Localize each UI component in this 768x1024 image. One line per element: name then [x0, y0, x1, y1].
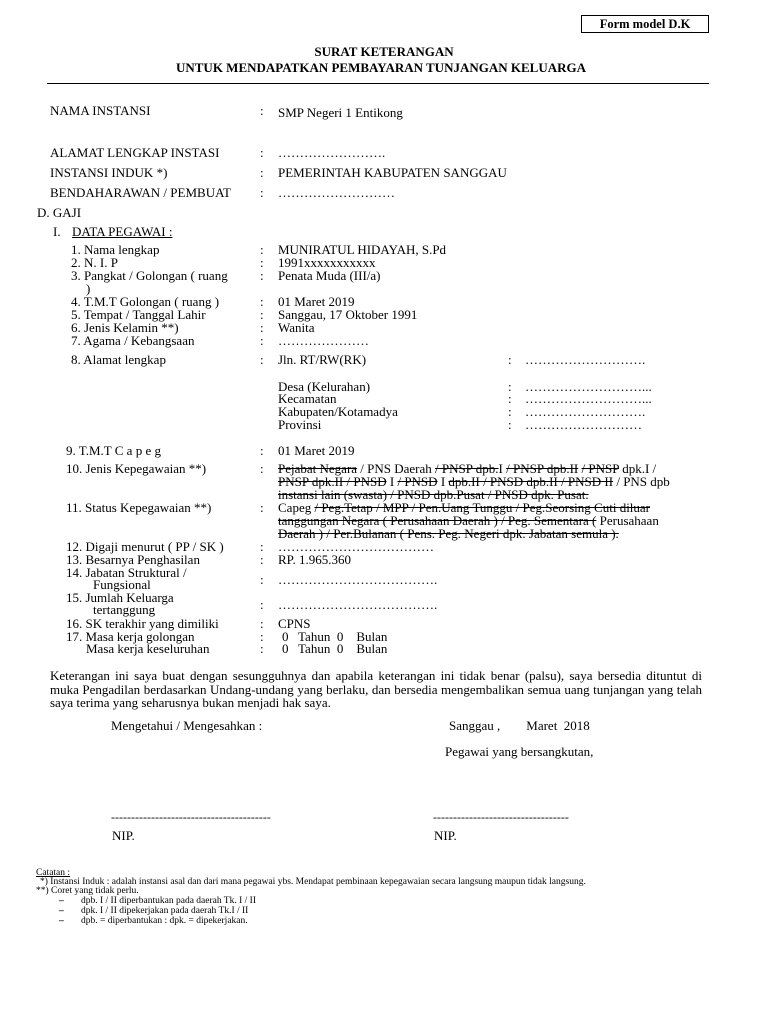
- jenis-kepegawaian-label: 10. Jenis Kepegawaian **): [66, 461, 207, 476]
- bendaharawan-label: BENDAHARAWAN / PEMBUAT: [50, 185, 231, 200]
- desa-label: Desa (Kelurahan): [278, 379, 371, 394]
- alamat-instansi-value: …………………….: [278, 145, 386, 160]
- tmt-golongan-label: 4. T.M.T Golongan ( ruang ): [71, 294, 220, 309]
- place-date: Sanggau , Maret 2018: [449, 718, 590, 733]
- tmt-golongan-value: 01 Maret 2019: [278, 294, 355, 309]
- desa-value: ………………………...: [525, 379, 652, 394]
- jabatan-label: 14. Jabatan Struktural /: [66, 565, 187, 580]
- colon: :: [260, 500, 264, 515]
- tmt-capeg-label: 9. T.M.T C a p e g: [66, 443, 161, 458]
- colon: :: [260, 352, 264, 367]
- kecamatan-label: Kecamatan: [278, 391, 337, 406]
- mengetahui-heading: Mengetahui / Mengesahkan :: [111, 718, 263, 733]
- colon: :: [260, 629, 264, 644]
- colon: :: [260, 443, 264, 458]
- tmt-capeg-value: 01 Maret 2019: [278, 443, 355, 458]
- bullet-dash: –: [59, 916, 64, 926]
- signature-line-left: ----------------------------------------: [111, 810, 271, 824]
- bullet-dash: –: [59, 896, 64, 906]
- colon: :: [508, 391, 512, 406]
- digaji-label: 12. Digaji menurut ( PP / SK ): [66, 539, 224, 554]
- agama-value: …………………: [278, 333, 369, 348]
- nama-label: 1. Nama lengkap: [71, 242, 160, 257]
- title-rule: [47, 83, 709, 84]
- colon: :: [260, 165, 264, 180]
- penghasilan-label: 13. Besarnya Penghasilan: [66, 552, 200, 567]
- colon: :: [260, 461, 264, 476]
- kabupaten-value: ……………………….: [525, 404, 646, 419]
- nama-instansi-value: SMP Negeri 1 Entikong: [278, 105, 403, 120]
- note-bullet-2: dpk. I / II dipekerjakan pada daerah Tk.I / II: [81, 906, 249, 916]
- form-model-label: Form model D.K: [581, 15, 709, 33]
- colon: :: [260, 597, 264, 612]
- jenis-kepegawaian-line-1: Pejabat Negara / PNS Daerah / PNSP dpb.I / PNSP dpb.II / PNSP dpk.I /: [278, 461, 657, 476]
- colon: :: [508, 379, 512, 394]
- pangkat-value: Penata Muda (III/a): [278, 268, 381, 283]
- colon: :: [260, 185, 264, 200]
- penghasilan-value: RP. 1.965.360: [278, 552, 351, 567]
- colon: :: [260, 103, 264, 118]
- bendaharawan-label-2: D. GAJI: [37, 205, 82, 220]
- colon: :: [260, 242, 264, 257]
- alamat-rt-value: ……………………….: [525, 352, 646, 367]
- masa-golongan-value: 0 Tahun 0 Bulan: [282, 629, 388, 644]
- jabatan-label-2: Fungsional: [93, 577, 151, 592]
- colon: :: [260, 294, 264, 309]
- colon: :: [260, 539, 264, 554]
- agama-label: 7. Agama / Kebangsaan: [71, 333, 195, 348]
- masa-golongan-label: 17. Masa kerja golongan: [66, 629, 195, 644]
- sk-value: CPNS: [278, 616, 311, 631]
- colon: :: [260, 333, 264, 348]
- note-bullet-3: dpb. = diperbantukan : dpk. = dipekerjakan.: [81, 916, 248, 926]
- alamat-label: 8. Alamat lengkap: [71, 352, 166, 367]
- note-1: *) Instansi Induk : adalah instansi asal dan dari mana pegawai ybs. Mendapat pembinaan kepegawaian secara langsung maupun tidak langsung.: [40, 877, 586, 887]
- colon: :: [508, 352, 512, 367]
- colon: :: [260, 552, 264, 567]
- alamat-instansi-label: ALAMAT LENGKAP INSTASI: [50, 145, 220, 160]
- status-kepegawaian-label: 11. Status Kepegawaian **): [66, 500, 212, 515]
- document-subtitle: UNTUK MENDAPATKAN PEMBAYARAN TUNJANGAN KELUARGA: [175, 60, 586, 75]
- colon: :: [260, 255, 264, 270]
- status-kepegawaian-line-3: Daerah ) / Per.Bulanan ( Pens. Peg. Negeri dpk. Jabatan semula ).: [278, 526, 619, 541]
- colon: :: [508, 417, 512, 432]
- status-kepegawaian-line-2: tanggungan Negara ( Perusahaan Daerah ) / Peg. Sementara ( Perusahaan: [278, 513, 659, 528]
- alamat-rt-label: Jln. RT/RW(RK): [278, 352, 367, 367]
- colon: :: [508, 404, 512, 419]
- note-2: **) Coret yang tidak perlu.: [36, 886, 139, 896]
- nip-value: 1991xxxxxxxxxxx: [278, 255, 376, 270]
- nama-value: MUNIRATUL HIDAYAH, S.Pd: [278, 242, 447, 257]
- keluarga-label-2: tertanggung: [93, 602, 156, 617]
- kecamatan-value: ………………………...: [525, 391, 652, 406]
- nip-label: 2. N. I. P: [71, 255, 118, 270]
- nip-left: NIP.: [112, 828, 135, 843]
- bendaharawan-value: ………………………: [278, 185, 395, 200]
- status-kepegawaian-line-1: Capeg / Peg.Tetap / MPP / Pen.Uang Tunggu / Peg.Seorsing Cuti diluar: [278, 500, 651, 515]
- pangkat-label-2: ): [86, 281, 91, 296]
- document-title: SURAT KETERANGAN: [314, 44, 454, 59]
- nama-instansi-label: NAMA INSTANSI: [50, 103, 151, 118]
- colon: :: [260, 616, 264, 631]
- colon: :: [260, 145, 264, 160]
- colon: :: [260, 320, 264, 335]
- instansi-induk-label: INSTANSI INDUK *): [50, 165, 168, 180]
- jenis-kepegawaian-line-3: instansi lain (swasta) / PNSD dpb.Pusat / PNSD dpk. Pusat.: [278, 487, 589, 502]
- jabatan-value: ……………………………….: [278, 572, 438, 587]
- pangkat-label: 3. Pangkat / Golongan ( ruang: [71, 268, 228, 283]
- colon: :: [260, 307, 264, 322]
- masa-keseluruhan-value: 0 Tahun 0 Bulan: [282, 641, 388, 656]
- ttl-label: 5. Tempat / Tanggal Lahir: [71, 307, 206, 322]
- instansi-induk-value: PEMERINTAH KABUPATEN SANGGAU: [278, 165, 507, 180]
- provinsi-label: Provinsi: [278, 417, 322, 432]
- kabupaten-label: Kabupaten/Kotamadya: [278, 404, 398, 419]
- notes-title: Catatan :: [36, 868, 71, 878]
- bullet-dash: –: [59, 906, 64, 916]
- signature-line-right: ----------------------------------: [433, 810, 569, 824]
- jenis-kepegawaian-line-2: PNSP dpk.II / PNSD I / PNSD I dpb.II / PNSD dpb.II / PNSD II / PNS dpb: [278, 474, 670, 489]
- sk-label: 16. SK terakhir yang dimiliki: [66, 616, 219, 631]
- nip-right: NIP.: [434, 828, 457, 843]
- masa-keseluruhan-label: Masa kerja keseluruhan: [86, 641, 210, 656]
- colon: :: [260, 268, 264, 283]
- note-bullet-1: dpb. I / II diperbantukan pada daerah Tk. I / II: [81, 896, 256, 906]
- statement-paragraph: Keterangan ini saya buat dengan sesungguhnya dan apabila keterangan ini tidak benar (palsu), saya bersedia dituntut di muka Pengadilan berdasarkan Undang-undang yang berlaku, dan bersedia mengembalikan semua uang tunjangan yang telah saya terima yang seharusnya bukan menjadi hak saya.: [50, 668, 702, 710]
- keluarga-label: 15. Jumlah Keluarga: [66, 590, 174, 605]
- section-title: DATA PEGAWAI :: [72, 224, 173, 239]
- colon: :: [260, 572, 264, 587]
- colon: :: [260, 641, 264, 656]
- pegawai-heading: Pegawai yang bersangkutan,: [445, 744, 594, 759]
- provinsi-value: ………………………: [525, 417, 642, 432]
- jenis-kelamin-value: Wanita: [278, 320, 315, 335]
- keluarga-value: ……………………………….: [278, 597, 438, 612]
- section-number: I.: [53, 224, 61, 239]
- ttl-value: Sanggau, 17 Oktober 1991: [278, 307, 418, 322]
- jenis-kelamin-label: 6. Jenis Kelamin **): [71, 320, 179, 335]
- digaji-value: ………………………………: [278, 539, 434, 554]
